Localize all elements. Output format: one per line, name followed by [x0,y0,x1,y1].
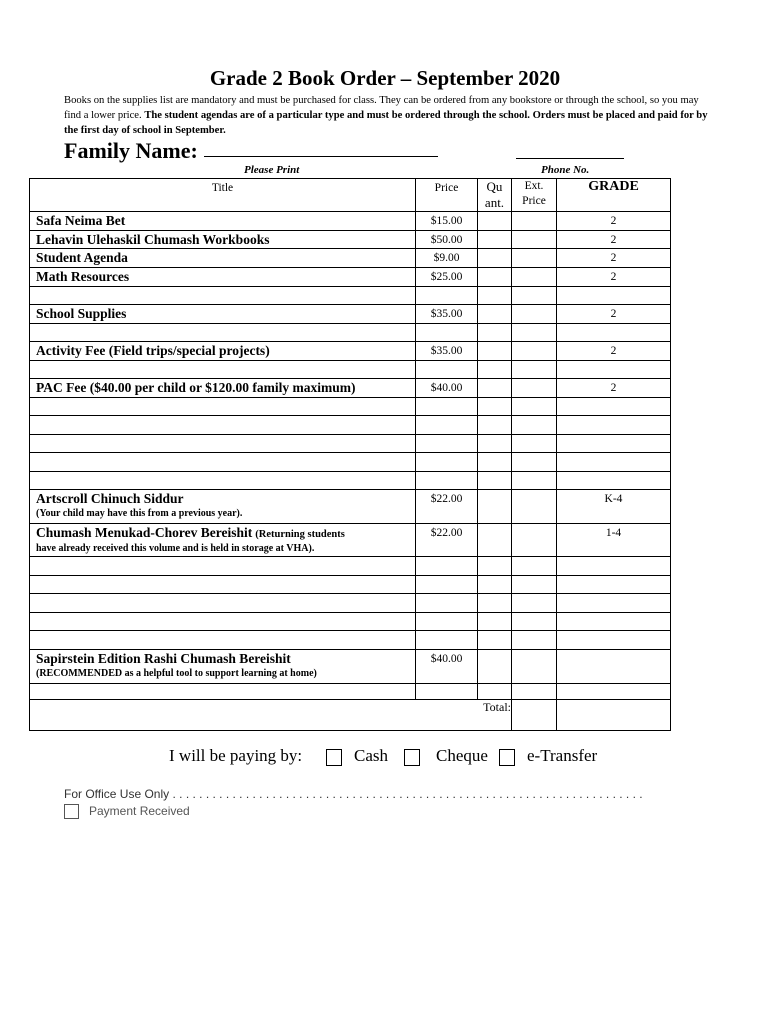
intro-paragraph [64,93,714,138]
item-title: Activity Fee (Field trips/special projects) [30,342,416,361]
table-row-blank [30,557,671,576]
item-grade: 2 [557,249,671,268]
table-row [30,268,671,287]
family-name-label: Family Name: [64,138,198,163]
table-row-blank [30,613,671,631]
title-column-header: Title [30,179,416,212]
cheque-label: Cheque [436,746,488,765]
table-row-blank [30,594,671,613]
item-price: $40.00 [416,650,478,684]
item-price: $22.00 [416,524,478,557]
quantity-cell[interactable] [478,305,512,324]
item-price: $40.00 [416,379,478,398]
table-row-blank [30,684,671,700]
quantity-cell[interactable] [478,650,512,684]
ext-price-cell[interactable] [512,305,557,324]
total-row [30,700,671,731]
total-grade-cell [557,700,671,731]
payment-prompt: I will be paying by: [169,746,303,765]
item-price: $22.00 [416,490,478,524]
item-title: School Supplies [30,305,416,324]
cheque-checkbox[interactable] [404,749,420,766]
table-row-blank [30,576,671,594]
table-row-blank [30,435,671,453]
item-grade: 1-4 [557,524,671,557]
quantity-cell[interactable] [478,490,512,524]
etransfer-label: e-Transfer [527,746,598,765]
ext-price-cell[interactable] [512,249,557,268]
item-grade: 2 [557,268,671,287]
ext-price-cell[interactable] [512,490,557,524]
ext-price-column-header: Ext. Price [512,179,557,212]
item-note: (Your child may have this from a previous year). [36,508,243,519]
item-grade: 2 [557,231,671,249]
total-label: Total: [30,700,512,731]
quantity-cell[interactable] [478,379,512,398]
item-title: Chumash Menukad-Chorev Bereishit (Returning students have already received this volume and is held in storage at VHA). [30,524,416,557]
item-grade: 2 [557,212,671,231]
table-row-blank [30,631,671,650]
cash-checkbox[interactable] [326,749,342,766]
item-price: $35.00 [416,305,478,324]
table-row [30,379,671,398]
item-price: $50.00 [416,231,478,249]
table-row-blank [30,416,671,435]
item-title: Artscroll Chinuch Siddur (Your child may have this from a previous year). [30,490,416,524]
payment-received-checkbox[interactable] [64,804,79,819]
table-row-blank [30,361,671,379]
quantity-cell[interactable] [478,249,512,268]
item-grade [557,650,671,684]
item-title: PAC Fee ($40.00 per child or $120.00 family maximum) [30,379,416,398]
table-row-blank [30,324,671,342]
intro-text: Books on the supplies list are mandatory and must be purchased for class. They can be ordered from any bookstore or through the school, so you may find a lower price. [64,95,699,121]
price-column-header: Price [416,179,478,212]
quantity-cell[interactable] [478,342,512,361]
table-row [30,305,671,324]
phone-number-label: Phone No. [541,164,590,176]
cash-label: Cash [354,746,388,765]
item-note-continued: have already received this volume and is held in storage at VHA). [36,543,315,554]
ext-price-cell[interactable] [512,212,557,231]
ext-price-cell[interactable] [512,650,557,684]
total-amount-cell[interactable] [512,700,557,731]
table-row [30,231,671,249]
ext-price-cell[interactable] [512,342,557,361]
item-title: Sapirstein Edition Rashi Chumash Bereishit (RECOMMENDED as a helpful tool to support learning at home) [30,650,416,684]
table-row-blank [30,398,671,416]
book-order-table [29,178,671,731]
table-row [30,524,671,557]
item-title: Safa Neima Bet [30,212,416,231]
ext-price-cell[interactable] [512,268,557,287]
table-row-blank [30,287,671,305]
item-price: $35.00 [416,342,478,361]
item-note: (RECOMMENDED as a helpful tool to support learning at home) [36,668,317,679]
ext-price-cell[interactable] [512,231,557,249]
item-title: Math Resources [30,268,416,287]
table-row [30,212,671,231]
quantity-cell[interactable] [478,212,512,231]
please-print-label: Please Print [244,164,300,176]
item-grade: 2 [557,379,671,398]
item-price: $15.00 [416,212,478,231]
office-use-label: For Office Use Only [64,787,170,801]
table-row [30,342,671,361]
family-name-field[interactable] [204,156,438,157]
item-grade: K-4 [557,490,671,524]
table-row-blank [30,472,671,490]
item-title: Lehavin Ulehaskil Chumash Workbooks [30,231,416,249]
table-row [30,650,671,684]
page-title: Grade 2 Book Order – September 2020 [209,66,561,90]
quantity-cell[interactable] [478,231,512,249]
office-use-dots: . . . . . . . . . . . . . . . . . . . . . . . . . . . . . . . . . . . . . . . . . . . . . . . . . . . . . . . . . . . . . . . . . . . . . . . [172,787,643,801]
table-row [30,249,671,268]
table-header-row [30,179,671,212]
quantity-cell[interactable] [478,268,512,287]
quantity-cell[interactable] [478,524,512,557]
item-price: $25.00 [416,268,478,287]
item-price: $9.00 [416,249,478,268]
item-title: Student Agenda [30,249,416,268]
payment-received-label: Payment Received [89,804,190,818]
quantity-column-header: Qu ant. [478,179,512,212]
ext-price-cell[interactable] [512,379,557,398]
intro-bold-text: The student agendas are of a particular type and must be ordered through the school. Orders must be placed and paid for by the first day of school in September. [64,110,708,136]
phone-number-field[interactable] [516,158,624,159]
table-row [30,490,671,524]
item-grade: 2 [557,342,671,361]
grade-column-header: GRADE [557,179,671,212]
etransfer-checkbox[interactable] [499,749,515,766]
office-use-line [64,787,643,801]
item-note: (Returning students [255,529,345,540]
ext-price-cell[interactable] [512,524,557,557]
item-grade: 2 [557,305,671,324]
table-row-blank [30,453,671,472]
